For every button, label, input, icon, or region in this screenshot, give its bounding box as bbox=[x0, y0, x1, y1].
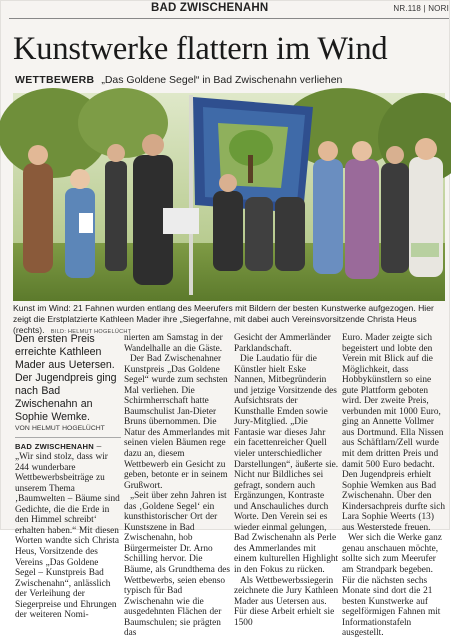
header-rule bbox=[9, 18, 449, 19]
article-column-3 bbox=[234, 333, 339, 628]
page-header bbox=[1, 1, 451, 18]
article-kicker: WETTBEWERB bbox=[15, 74, 95, 86]
article-column-2 bbox=[124, 333, 231, 639]
article-paragraph bbox=[15, 442, 121, 621]
article-paragraph: Der Bad Zwischenahner Kunstpreis „Das Goldene Segel“ wurde zum sechsten Mal verliehen. Die Schirmherrschaft hatte Baumschulist Jan-Dieter Bruns übernommen. Die Natur des Ammerlandes mit seinen vielen Bäumen rege dazu an, diesem Wettbewerb ein Gesicht zu geben, betonte er in seinem Grußwort. bbox=[124, 354, 230, 491]
photo-credit: BILD: HELMUT HOGELÜCHT bbox=[50, 329, 132, 335]
article-paragraph: Wer sich die Werke ganz genau anschauen möchte, sollte sich zum Meerufer am Strandpark begeben. Für die nächsten sechs Monate sind dort die 21 besten Kunstwerke auf segelförmigen Fahnen mit Informationstafeln ausgestellt. bbox=[342, 533, 442, 639]
article-paragraph: nierten am Samstag in der Wandelhalle an die Gäste. bbox=[124, 333, 223, 354]
article-headline: Kunstwerke flattern im Wind bbox=[13, 31, 388, 67]
article-lead: Den ersten Preis erreichte Kathleen Mader aus Uetersen. Der Jugendpreis ging nach Bad Zwischenahn an Sophie Wemke. bbox=[15, 333, 117, 423]
article-subtitle: „Das Goldene Segel“ in Bad Zwischenahn verliehen bbox=[101, 74, 343, 86]
article-dateline: BAD ZWISCHENAHN bbox=[15, 441, 94, 451]
article-paragraph: „Seit über zehn Jahren ist das ‚Goldene Segel‘ ein kunsthistorischer Ort der Kunstszene in Bad Zwischenahn, hob Bürgermeister Dr. Arno Schilling hervor. Die Bäume, als Grundthema des Wettbewerbs, seien ebenso typisch für Bad Zwischenahn wie die ausgedehnten Flächen der Baumschulen; sie prägten das bbox=[124, 491, 231, 639]
article-paragraph: Gesicht der Ammerländer Parklandschaft. bbox=[234, 333, 331, 354]
photo-illustration bbox=[13, 93, 445, 301]
article-subline bbox=[15, 74, 342, 86]
article-text: – „Wir sind stolz, dass wir 244 wunderbare Wettbewerbsbeiträge zu unserem Thema ‚Baumwelten – Bäume sind Gedichte, die die Erde in den Himmel schreibt‘ erhalten haben.“ Mit diesen Worten wandte sich Christa Heus, Vorsitzende des Vereins „Das Goldene Segel – Kunstpreis Bad Zwischenahn“, anlässlich der Verleihung der Siegerpreise und Ehrungen der weiteren Nomi- bbox=[15, 441, 120, 621]
article-author: VON HELMUT HOGELÜCHT bbox=[15, 424, 121, 438]
article-paragraph: Die Laudatio für die Künstler hielt Eske Nannen, Mitbegründerin und jetzige Vorsitzende des Aufsichtsrats der Kunsthalle Emden sowie Jury-Mitglied. „Die Fantasie war dieses Jahr ein facettenreicher Quell vieler unterschiedlicher Darstellungen“, äußerte sie. Nicht nur Bildliches sei gefragt, sondern auch Ergänzungen, Kontraste und Anschauliches durch Worte. Den Verein sei es wieder einmal gelungen, Bad Zwischenahn als Perle des Ammerlandes mit einem kulturellen Highlight in den Fokus zu rücken. bbox=[234, 354, 339, 576]
article-column-4 bbox=[342, 333, 447, 639]
section-title: BAD ZWISCHENAHN bbox=[151, 2, 269, 14]
article-column-1 bbox=[15, 333, 121, 621]
photo-caption-text: Kunst im Wind: 21 Fahnen wurden entlang des Meerufers mit Bildern der besten Kunstwerke aufgezogen. Hier zeigt die Erstplatzierte Kathleen Mader ihre „Siegerfahne, mit dabei auch Vereinsvorsitzende Christa Heus (rechts). bbox=[13, 303, 434, 335]
article-paragraph: Als Wettbewerbssiegerin zeichnete die Jury Kathleen Mader aus Uetersen aus. Für diese Arbeit erhielt sie 1500 bbox=[234, 575, 339, 628]
article-paragraph: Euro. Mader zeigte sich begeistert und lobte den Verein mit Blick auf die Möglichkeit, dass Hobbykünstlern so eine gute Plattform geboten wird. Der zweite Preis, verbunden mit 1000 Euro, ging an Annette Vollmer aus Dortmund. Ella Nissen aus Schäftlarn/Zell wurde mit dem dritten Preis und damit 500 Euro bedacht. Den Jugendpreis erhielt Sophie Wemken aus Bad Zwischenahn. Über den Kindersachpreis durfte sich Lara Sophie Weerts (13) aus Westerstede freuen. bbox=[342, 333, 446, 533]
article-photo bbox=[13, 93, 445, 301]
issue-number: NR.118 | NORI bbox=[393, 4, 449, 13]
